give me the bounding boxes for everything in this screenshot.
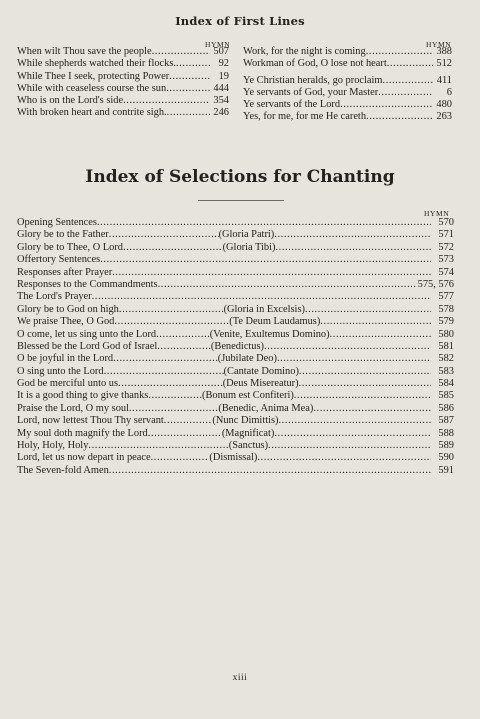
first-line-text: Ye servants of the Lord [243,99,341,111]
chanting-entry [17,267,454,279]
chanting-title: Offertory Sentences [17,254,101,266]
first-line-text: Ye Christian heralds, go proclaim [243,74,383,86]
latin-title: (Bonum est Confiteri) [202,390,294,402]
chanting-title: O come, let us sing unto the Lord [17,328,157,340]
first-line-entry [17,58,229,70]
chanting-title: We praise Thee, O God [17,316,115,328]
first-line-entry [243,58,452,70]
hymn-number: 19 [218,70,229,82]
hymn-number: 584 [438,378,454,390]
chanting-title: Glory be to the Father [17,229,109,241]
latin-title: (Deus Misereatur) [222,378,299,390]
hymn-number: 263 [436,111,452,123]
hymn-number: 581 [438,340,454,352]
latin-title: (Dismissal) [209,452,258,464]
chanting-title: Responses to the Commandments [17,278,158,290]
chanting-entry [17,329,454,341]
hymn-number: 574 [438,266,454,278]
hymn-number: 575, 576 [417,278,454,290]
page-number: xiii [232,673,248,683]
latin-title: (Jubilate Deo) [217,353,277,365]
first-line-text: Work, for the night is coming [243,46,366,57]
hymn-number: 573 [438,254,454,266]
chanting-entry [17,304,454,316]
hymn-number: 585 [438,390,454,402]
first-line-entry [243,111,452,123]
chanting-index-title: Index of Selections for Chanting [85,167,395,187]
latin-title: (Sanctus) [228,440,269,452]
hymn-number: 246 [213,107,229,119]
chanting-entry [17,254,454,266]
chanting-title: Lord, now lettest Thou Thy servant [17,415,164,427]
first-line-entry [243,46,452,58]
hymn-number: 570 [438,217,454,228]
divider-rule [198,200,284,201]
chanting-entry [17,390,454,402]
first-line-text: While with ceaseless course the sun [17,82,167,94]
chanting-entry [17,341,454,353]
first-line-text: When wilt Thou save the people [17,46,152,57]
hymn-column-label-chanting: HYMN [424,209,450,218]
chanting-title: It is a good thing to give thanks [17,390,149,402]
hymn-number: 6 [446,86,452,98]
latin-title: (Benedictus) [210,340,265,352]
first-line-text: While shepherds watched their flocks. [17,58,176,70]
hymn-number: 577 [438,291,454,303]
chanting-title: The Lord's Prayer [17,291,92,303]
chanting-entry [17,316,454,328]
chanting-entry [17,465,454,477]
latin-title: (Benedic, Anima Mea) [218,402,314,414]
chanting-title: Responses after Prayer [17,266,113,278]
chanting-entry [17,217,454,229]
chanting-title: O be joyful in the Lord [17,353,114,365]
latin-title: (Cantate Domino) [223,365,299,377]
chanting-title: My soul doth magnify the Lord [17,427,148,439]
hymn-number: 587 [438,415,454,427]
first-line-text: Workman of God, O lose not heart [243,58,387,70]
latin-title: (Gloria Patri) [218,229,275,241]
first-line-entry [17,95,229,107]
chanting-entry [17,229,454,241]
first-lines-left-column [17,46,229,120]
first-line-entry [17,71,229,83]
first-line-entry [243,75,452,87]
latin-title: (Gloria Tibi) [222,241,276,253]
hymn-number: 583 [438,365,454,377]
latin-title: (Gloria in Excelsis) [223,303,305,315]
latin-title: (Magnificat) [221,427,275,439]
chanting-title: Praise the Lord, O my soul [17,402,129,414]
hymn-number: 354 [213,95,229,107]
chanting-entry [17,428,454,440]
chanting-entry [17,353,454,365]
first-line-entry [17,107,229,119]
hymn-number: 589 [438,440,454,452]
hymn-number: 578 [438,303,454,315]
chanting-entry [17,291,454,303]
chanting-entry [17,378,454,390]
chanting-entry [17,440,454,452]
first-line-entry [17,83,229,95]
hymn-number: 580 [438,328,454,340]
chanting-title: Glory be to Thee, O Lord [17,241,123,253]
first-line-entry [243,87,452,99]
hymn-number: 507 [213,46,229,57]
hymn-number: 590 [438,452,454,464]
chanting-title: Blessed be the Lord God of Israel [17,340,158,352]
hymn-number: 480 [436,99,452,111]
chanting-title: Glory be to God on high [17,303,119,315]
hymn-number: 579 [438,316,454,328]
hymn-number: 444 [213,82,229,94]
hymn-column-label-left: HYMN [205,40,231,49]
latin-title: (Te Deum Laudamus) [229,316,321,328]
first-line-text: While Thee I seek, protecting Power [17,70,170,82]
first-line-text: Yes, for me, for me He careth [243,111,367,123]
hymn-number: 92 [218,58,229,70]
hymn-number: 512 [436,58,452,70]
hymn-number: 582 [438,353,454,365]
hymn-number: 571 [438,229,454,241]
chanting-title: Opening Sentences [17,217,97,228]
hymn-number: 572 [438,241,454,253]
chanting-entry [17,279,454,291]
hymn-number: 388 [436,46,452,57]
first-lines-title: Index of First Lines [175,14,305,28]
chanting-entry [17,366,454,378]
first-line-text: Ye servants of God, your Master [243,86,379,98]
first-lines-right-column [243,46,452,124]
chanting-entry [17,415,454,427]
first-line-text: Who is on the Lord's side [17,95,124,107]
chanting-title: O sing unto the Lord [17,365,104,377]
hymn-number: 586 [438,402,454,414]
latin-title: (Nunc Dimittis) [212,415,279,427]
hymn-number: 588 [438,427,454,439]
hymn-column-label-right: HYMN [426,40,452,49]
chanting-title: Lord, let us now depart in peace [17,452,151,464]
chanting-title: God be merciful unto us [17,378,118,390]
latin-title: (Venite, Exultemus Domino) [209,328,330,340]
chanting-entry [17,242,454,254]
first-line-text: With broken heart and contrite sigh. [17,107,167,119]
hymn-number: 411 [436,74,452,86]
chanting-entry [17,403,454,415]
chanting-selections-list [17,217,454,477]
first-line-entry [17,46,229,58]
chanting-entry [17,452,454,464]
first-line-entry [243,99,452,111]
chanting-title: Holy, Holy, Holy [17,440,89,452]
chanting-title: The Seven-fold Amen [17,464,109,476]
hymn-number: 591 [438,464,454,476]
